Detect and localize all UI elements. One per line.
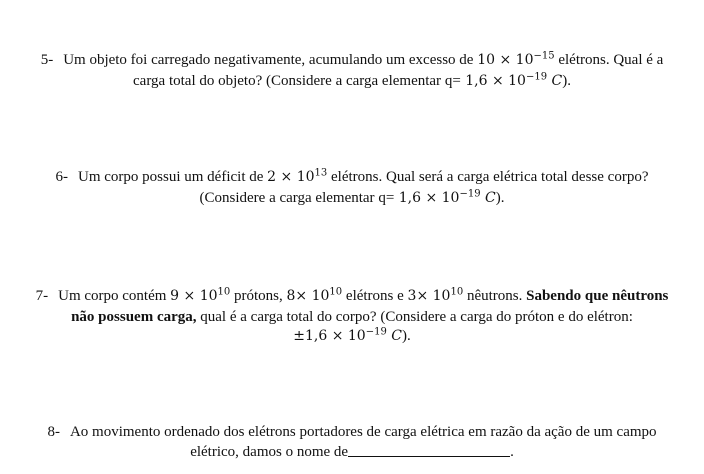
q7-protons-label: prótons, [234,288,283,304]
q7-line-2 [0,307,704,327]
q6-charge: $1,6 \times 10^{-19}$ C [398,188,496,206]
q7-neutrons-label: nêutrons. [466,288,523,304]
q8-number: 8- [47,424,60,440]
q7-bold-a: Sabendo que nêutrons [526,288,669,304]
q7-bold-b: não possuem carga, [71,309,197,325]
q6-line-1 [0,167,704,187]
q6-number: 6- [55,169,69,185]
q7-end: ). [401,328,411,344]
q7-line-3 [0,326,704,346]
q8-line-1 [0,422,704,442]
q8-end: . [510,444,514,460]
q8-answer-blank[interactable] [348,442,510,457]
q6-text-c: (Considere a carga elementar [199,190,375,206]
q8-text-a: Ao movimento ordenado dos elétrons portadores de carga elétrica em razão da ação de um campo [69,424,657,440]
q7-number: 7- [35,288,49,304]
q5-line-2 [0,71,704,91]
q5-number: 5- [40,52,54,68]
q6-text-a: Um corpo possui um déficit de [78,169,264,185]
q6-value: $2 \times 10^{13}$ [267,167,328,185]
q7-electrons-label: elétrons e [345,288,404,304]
q6-line-2 [0,188,704,208]
q5-line-1 [0,50,704,70]
q6-end: ). [495,190,505,206]
q5-end: ). [562,73,571,89]
q5-q-label: q= [444,73,461,89]
q7-charge: $\pm 1,6 \times 10^{-19}$ C [293,326,402,344]
q7-electrons: $8\times 10^{10}$ [286,286,343,304]
q7-text-b: qual é a carga total do corpo? (Considere a carga do próton e do elétron: [200,309,633,325]
q5-text-b: elétrons. Qual é a [558,52,664,68]
q5-charge: $1,6 \times 10^{-19}$ C [465,71,563,89]
q7-neutrons: $3\times 10^{10}$ [407,286,464,304]
q5-value: $10 \times 10^{-15}$ [477,50,555,68]
q6-q-label: q= [378,190,395,206]
q5-text-c: carga total do objeto? (Considere a carga elementar [133,73,442,89]
q7-line-1 [0,286,704,306]
q8-text-b: elétrico, damos o nome de [190,444,349,460]
q7-text-a: Um corpo contém [58,288,167,304]
q5-text-a: Um objeto foi carregado negativamente, acumulando um excesso de [63,52,474,68]
q7-protons: $9 \times 10^{10}$ [170,286,231,304]
q6-text-b: elétrons. Qual será a carga elétrica total desse corpo? [331,169,649,185]
q8-line-2 [0,442,704,462]
